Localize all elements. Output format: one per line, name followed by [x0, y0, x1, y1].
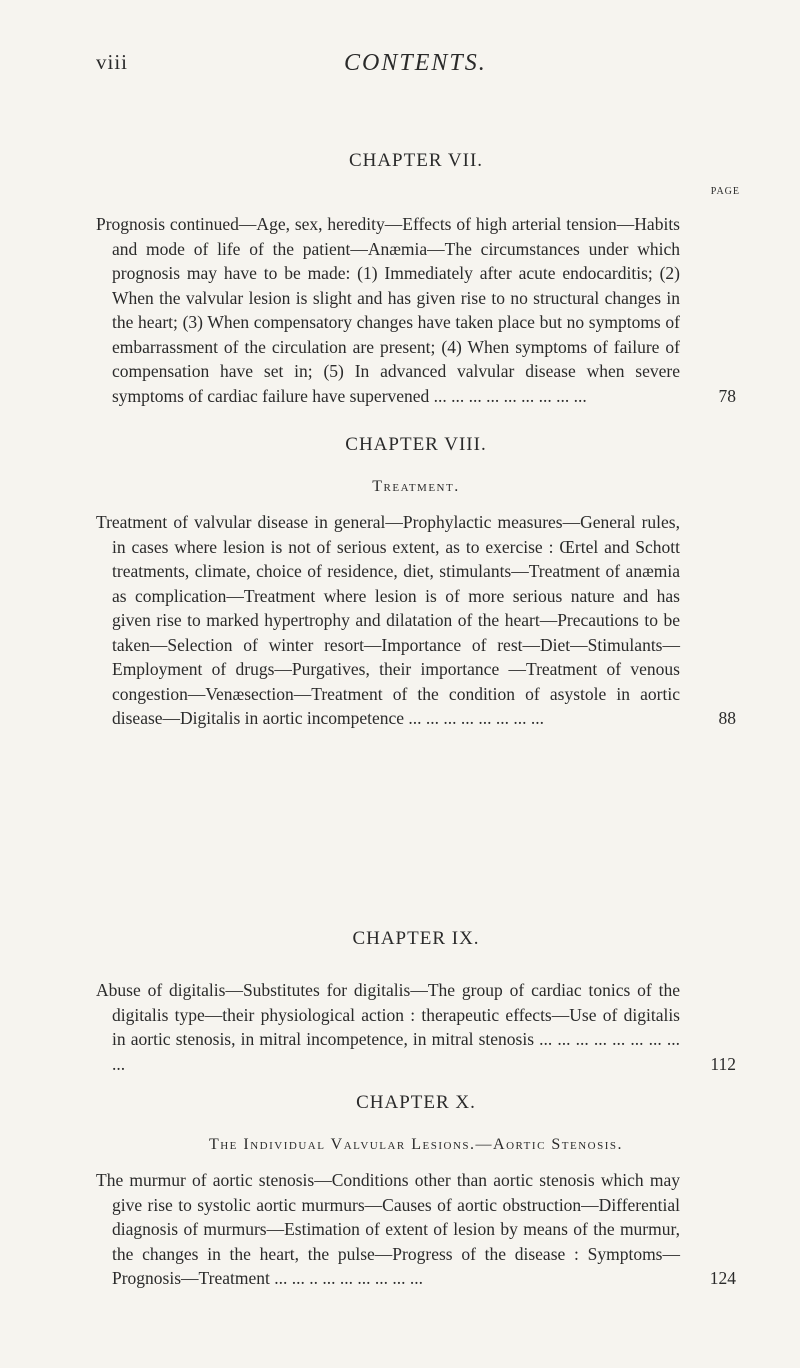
chapter-subtitle: The Individual Valvular Lesions.—Aortic Stenosis. [208, 1136, 624, 1153]
chapter-entry-text: Abuse of digitalis—Substitutes for digitalis—The group of cardiac tonics of the digitalis type—their physiological action : therapeutic effects—Use of digitalis in aortic stenosis, in mitral incompetence, in mitral stenosis ... ... ... ... ... ... ... ... ... [96, 980, 680, 1074]
chapter-subtitle: Treatment. [372, 478, 460, 495]
chapter-page-number: 78 [718, 385, 736, 406]
chapter-section [96, 434, 736, 731]
chapter-section [96, 150, 740, 408]
chapter-page-number: 124 [709, 1268, 736, 1288]
running-title: CONTENTS. [344, 50, 487, 76]
chapter-heading: CHAPTER VIII. [345, 434, 487, 455]
chapter-heading: CHAPTER VII. [348, 150, 484, 171]
chapter-section [96, 928, 736, 1076]
chapter-entry [96, 510, 736, 731]
chapter-entry-text: Treatment of valvular disease in general—Prophylactic measures—General rules, in cases where lesion is not of serious extent, as to exercise : Œrtel and Schott treatments, climate, choice of residence, diet, stimulants—Treatment of anæmia as complication—Treatment where lesion is of more serious nature and has given rise to marked hypertrophy and dilatation of the heart—Precautions to be taken—Selection of winter resort—Importance of rest—Diet—Stimulants—Employment of drugs—Purgatives, their importance —Treatment of venous congestion—Venæsection—Treatment of the condition of asystole in aortic disease—Digitalis in aortic incompetence ... ... ... ... ... ... ... ... [96, 512, 680, 728]
chapter-entry [96, 212, 736, 408]
chapter-entry [96, 1168, 736, 1291]
chapter-page-number: 88 [718, 708, 736, 728]
chapter-entry [96, 978, 736, 1076]
running-head [96, 50, 740, 80]
chapter-section [96, 1092, 736, 1291]
chapter-page-number: 112 [710, 1053, 736, 1074]
page-column-label: PAGE [710, 186, 740, 197]
chapter-heading: CHAPTER IX. [352, 928, 480, 949]
chapter-heading: CHAPTER X. [356, 1092, 476, 1113]
chapter-entry-text: The murmur of aortic stenosis—Conditions other than aortic stenosis which may give rise to systolic aortic murmurs—Causes of aortic obstruction—Differential diagnosis of murmurs—Estimation of extent of lesion by means of the murmur, the changes in the heart, the pulse—Progress of the disease : Symptoms—Prognosis—Treatment ... ... .. ... ... ... ... ... ... [96, 1170, 680, 1288]
page-number: viii [96, 50, 129, 74]
chapter-entry-text: Prognosis continued—Age, sex, heredity—Effects of high arterial tension—Habits and mode of life of the patient—Anæmia—The circumstances under which prognosis may have to be made: (1) Immediately after acute endocarditis; (2) When the valvular lesion is slight and has given rise to no structural changes in the heart; (3) When compensatory changes have taken place but no symptoms of embarrassment of the circulation are present; (4) When symptoms of failure of compensation have set in; (5) In advanced valvular disease when severe symptoms of cardiac failure have supervened ... ... ... ... ... ... ... ... ... [96, 214, 680, 406]
